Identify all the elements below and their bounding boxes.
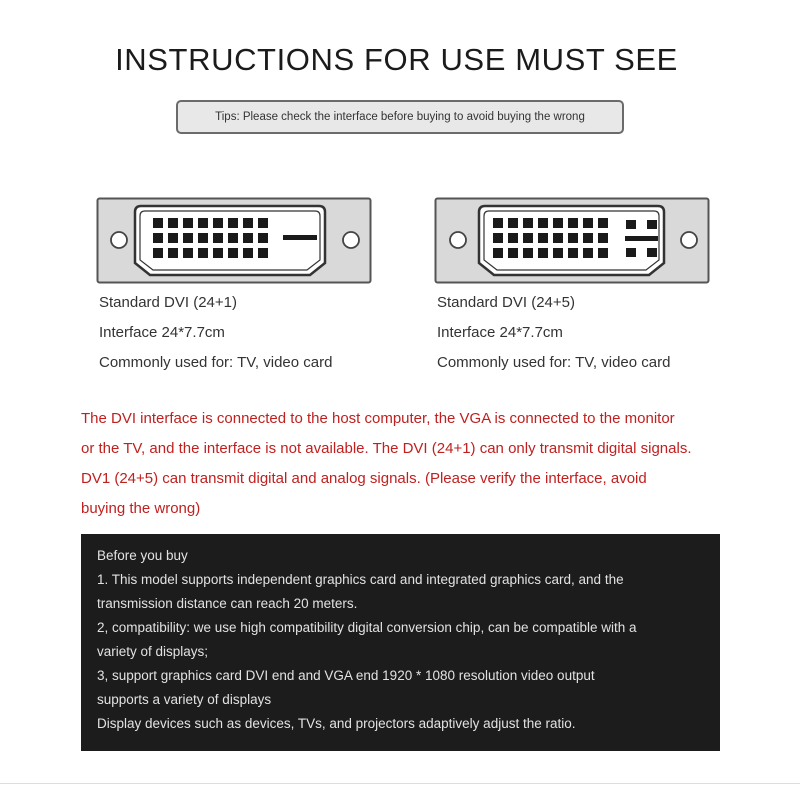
pin [523,218,533,228]
pin [508,218,518,228]
spec-dvi-24-1 [99,288,332,378]
pin [538,233,548,243]
pin [538,218,548,228]
divider [0,783,800,784]
pin [213,218,223,228]
pin [168,248,178,258]
pin [538,248,548,258]
before-buy-heading: Before you buy [97,548,188,563]
screw-hole-left [450,232,466,248]
flat-blade-pin [283,235,317,240]
connector-size: Interface 24*7.7cm [437,324,563,341]
pin [228,218,238,228]
pin [583,233,593,243]
before-buy-line: Display devices such as devices, TVs, and projectors adaptively adjust the ratio. [97,716,576,731]
notice-line: or the TV, and the interface is not available. The DVI (24+1) can only transmit digital signals. [81,440,692,457]
pin [553,248,563,258]
pin [153,218,163,228]
pin [258,218,268,228]
pin [493,218,503,228]
pin [228,248,238,258]
before-buy-line: variety of displays; [97,644,209,659]
page-title: INSTRUCTIONS FOR USE MUST SEE [115,42,678,77]
before-buy-line: 2, compatibility: we use high compatibility digital conversion chip, can be compatible with a [97,620,637,635]
pin [183,218,193,228]
pin [153,248,163,258]
analog-pin [647,248,657,257]
pin [183,233,193,243]
pin [583,248,593,258]
pin [213,248,223,258]
analog-blade-pin [625,236,658,241]
pin [568,218,578,228]
connector-size: Interface 24*7.7cm [99,324,225,341]
before-buy-line: supports a variety of displays [97,692,272,707]
connector-usage: Commonly used for: TV, video card [99,354,333,371]
pin [508,248,518,258]
analog-pin [626,220,636,229]
dvi-24-1-connector-diagram [96,197,372,284]
pin [243,248,253,258]
pin [583,218,593,228]
pin [243,218,253,228]
spec-dvi-24-5 [437,288,670,378]
pin [523,233,533,243]
connector-name: Standard DVI (24+1) [99,294,237,311]
pin [493,233,503,243]
analog-pin [647,220,657,229]
analog-pin [626,248,636,257]
pin [523,248,533,258]
pin [258,248,268,258]
compatibility-notice [81,404,771,524]
pin [213,233,223,243]
pin [198,248,208,258]
before-buy-line: 1. This model supports independent graphics card and integrated graphics card, and the [97,572,624,587]
pin [168,233,178,243]
notice-line: The DVI interface is connected to the host computer, the VGA is connected to the monitor [81,410,675,427]
pin [598,248,608,258]
pin [153,233,163,243]
connector-name: Standard DVI (24+5) [437,294,575,311]
pin [598,233,608,243]
pin [258,233,268,243]
screw-hole-left [111,232,127,248]
before-buy-line: 3, support graphics card DVI end and VGA end 1920 * 1080 resolution video output [97,668,595,683]
pin [183,248,193,258]
before-you-buy-box [81,534,720,751]
dvi-24-5-connector-diagram [434,197,710,284]
pin [568,248,578,258]
pin [493,248,503,258]
pin [228,233,238,243]
pin [568,233,578,243]
connector-usage: Commonly used for: TV, video card [437,354,671,371]
notice-line: buying the wrong) [81,500,201,517]
pin [168,218,178,228]
pin [243,233,253,243]
tips-banner: Tips: Please check the interface before buying to avoid buying the wrong [176,100,624,134]
pin [198,218,208,228]
pin [198,233,208,243]
pin [553,218,563,228]
notice-line: DV1 (24+5) can transmit digital and analog signals. (Please verify the interface, avoid [81,470,647,487]
pin [553,233,563,243]
screw-hole-right [343,232,359,248]
screw-hole-right [681,232,697,248]
before-buy-line: transmission distance can reach 20 meters. [97,596,358,611]
pin [508,233,518,243]
pin [598,218,608,228]
